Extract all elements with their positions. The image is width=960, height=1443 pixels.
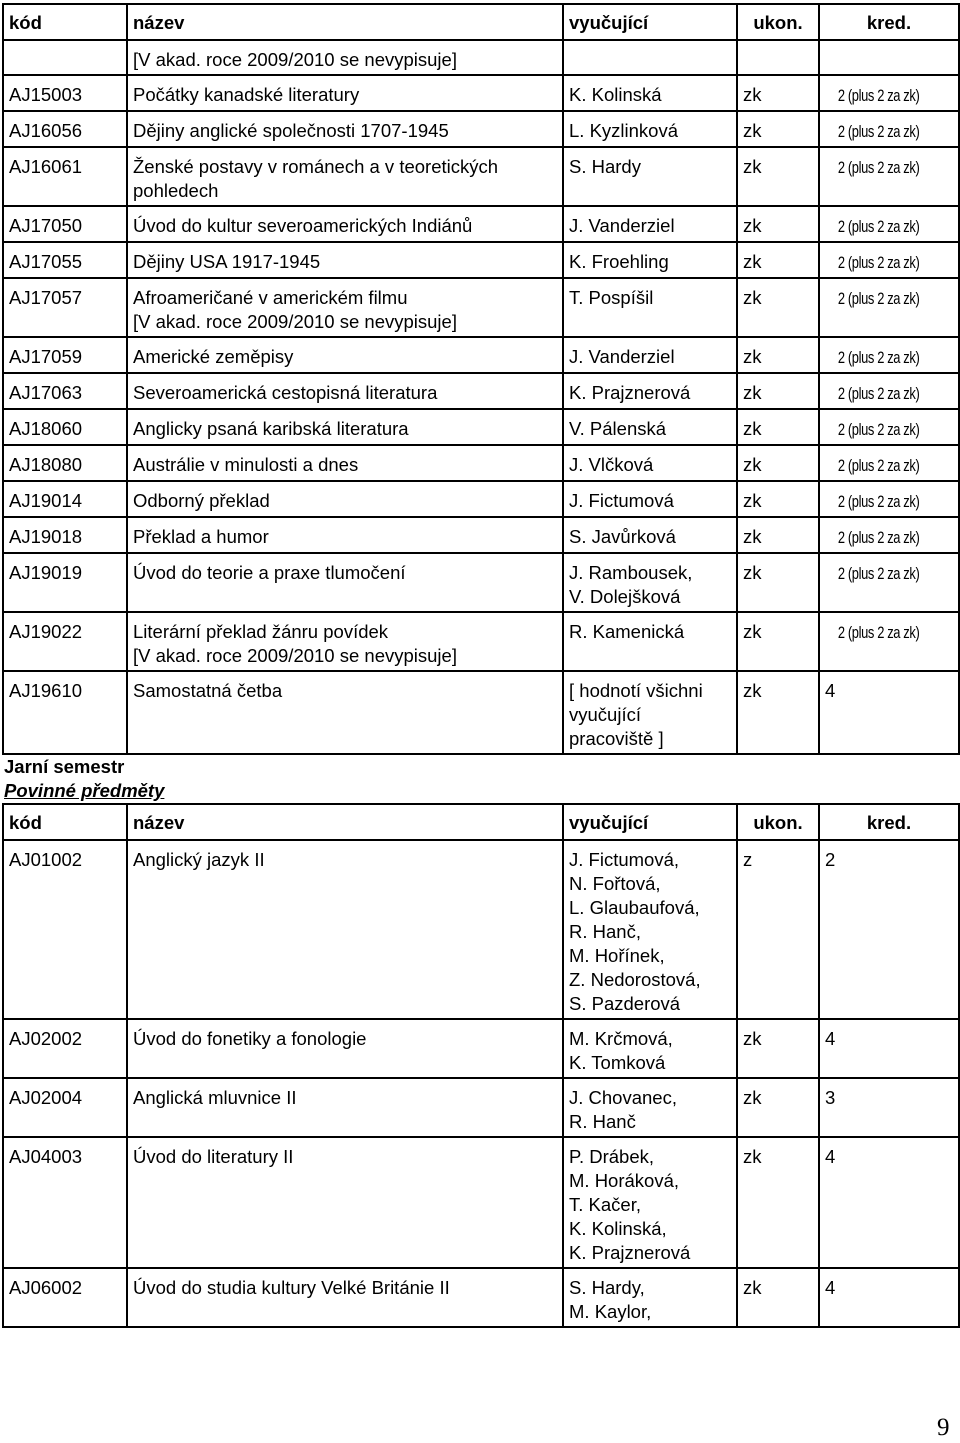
header-name: název [127,4,563,40]
course-completion: zk [737,1019,819,1078]
page-number: 9 [937,1414,950,1441]
course-name: Úvod do studia kultury Velké Británie II [127,1268,563,1327]
credits-value: 3 [825,1087,836,1108]
table-header-row [3,4,959,40]
course-credits [819,445,959,481]
table-row [3,445,959,481]
course-completion: zk [737,612,819,671]
course-completion: zk [737,481,819,517]
course-code: AJ06002 [3,1268,127,1327]
course-code: AJ19022 [3,612,127,671]
course-code: AJ02002 [3,1019,127,1078]
credits-value: 2 (plus 2 za zk) [837,384,920,403]
course-code: AJ18060 [3,409,127,445]
course-teacher [563,40,737,75]
credits-value: 2 [825,849,836,870]
credits-value: 2 (plus 2 za zk) [837,289,920,308]
course-table-spring [2,803,960,1328]
header-code: kód [3,804,127,840]
credits-value: 2 (plus 2 za zk) [837,420,920,439]
course-name: Počátky kanadské literatury [127,75,563,111]
table-body [3,840,959,1327]
course-teacher: V. Pálenská [563,409,737,445]
table-row [3,612,959,671]
course-completion: zk [737,373,819,409]
course-table-autumn [2,3,960,755]
course-code: AJ19018 [3,517,127,553]
course-code: AJ17063 [3,373,127,409]
course-credits [819,75,959,111]
course-code: AJ19019 [3,553,127,612]
course-completion: zk [737,517,819,553]
course-credits [819,553,959,612]
course-completion: zk [737,242,819,278]
course-name: Úvod do kultur severoamerických Indiánů [127,206,563,242]
course-credits [819,517,959,553]
table-row [3,671,959,754]
course-name: Afroameričané v americkém filmu [V akad. roce 2009/2010 se nevypisuje] [127,278,563,337]
course-code: AJ04003 [3,1137,127,1268]
course-teacher: K. Kolinská [563,75,737,111]
course-completion: z [737,840,819,1019]
section-subtitle: Povinné předměty [4,780,165,801]
table-row [3,409,959,445]
course-code: AJ02004 [3,1078,127,1137]
course-credits [819,1019,959,1078]
course-completion: zk [737,1137,819,1268]
course-code: AJ17055 [3,242,127,278]
course-credits [819,278,959,337]
course-credits [819,373,959,409]
course-name: Anglicky psaná karibská literatura [127,409,563,445]
course-completion: zk [737,111,819,147]
course-credits [819,612,959,671]
course-teacher: M. Krčmová, K. Tomková [563,1019,737,1078]
course-credits [819,111,959,147]
course-teacher: K. Froehling [563,242,737,278]
course-code: AJ17059 [3,337,127,373]
credits-value: 4 [825,680,836,701]
course-credits [819,40,959,75]
course-code: AJ19610 [3,671,127,754]
course-name: Literární překlad žánru povídek [V akad. roce 2009/2010 se nevypisuje] [127,612,563,671]
course-completion: zk [737,445,819,481]
table-row [3,206,959,242]
course-completion: zk [737,206,819,242]
course-teacher: [ hodnotí všichni vyučující pracoviště ] [563,671,737,754]
semester-title: Jarní semestr [4,756,125,777]
course-name: Dějiny anglické společnosti 1707-1945 [127,111,563,147]
header-teacher: vyučující [563,804,737,840]
course-code: AJ01002 [3,840,127,1019]
header-credits: kred. [819,804,959,840]
course-credits [819,206,959,242]
course-teacher: J. Vanderziel [563,206,737,242]
course-credits [819,671,959,754]
course-teacher: L. Kyzlinková [563,111,737,147]
course-credits [819,1268,959,1327]
course-completion: zk [737,75,819,111]
course-code: AJ17050 [3,206,127,242]
course-name: Úvod do teorie a praxe tlumočení [127,553,563,612]
credits-value: 2 (plus 2 za zk) [837,122,920,141]
course-teacher: J. Chovanec, R. Hanč [563,1078,737,1137]
course-code: AJ19014 [3,481,127,517]
credits-value: 4 [825,1277,836,1298]
course-code: AJ18080 [3,445,127,481]
course-name: Překlad a humor [127,517,563,553]
course-name: Americké zeměpisy [127,337,563,373]
course-credits [819,337,959,373]
table-row [3,373,959,409]
table-row [3,111,959,147]
course-completion: zk [737,1268,819,1327]
table-row [3,75,959,111]
course-completion: zk [737,337,819,373]
table-row [3,553,959,612]
table-row [3,1268,959,1327]
course-completion [737,40,819,75]
course-name: Austrálie v minulosti a dnes [127,445,563,481]
course-credits [819,840,959,1019]
course-code [3,40,127,75]
table-row [3,517,959,553]
table-row [3,40,959,75]
course-credits [819,481,959,517]
credits-value: 2 (plus 2 za zk) [837,348,920,367]
course-teacher: S. Hardy [563,147,737,206]
credits-value: 2 (plus 2 za zk) [837,253,920,272]
course-name: Úvod do literatury II [127,1137,563,1268]
course-code: AJ15003 [3,75,127,111]
credits-value: 2 (plus 2 za zk) [837,492,920,511]
header-code: kód [3,4,127,40]
course-name: Anglická mluvnice II [127,1078,563,1137]
course-name: Dějiny USA 1917-1945 [127,242,563,278]
course-teacher: J. Fictumová [563,481,737,517]
course-teacher: J. Fictumová, N. Fořtová, L. Glaubaufová, R. Hanč, M. Hořínek, Z. Nedorostová, S. Pazderová [563,840,737,1019]
course-code: AJ16061 [3,147,127,206]
header-name: název [127,804,563,840]
table-row [3,1137,959,1268]
credits-value: 2 (plus 2 za zk) [837,158,920,177]
course-name: Ženské postavy v románech a v teoretických pohledech [127,147,563,206]
credits-value: 2 (plus 2 za zk) [837,564,920,583]
course-teacher: P. Drábek, M. Horáková, T. Kačer, K. Kolinská, K. Prajznerová [563,1137,737,1268]
credits-value: 2 (plus 2 za zk) [837,528,920,547]
table-row [3,337,959,373]
credits-value: 4 [825,1028,836,1049]
course-completion: zk [737,147,819,206]
table-row [3,1019,959,1078]
course-credits [819,1137,959,1268]
course-completion: zk [737,278,819,337]
table-header-row [3,804,959,840]
table-row [3,278,959,337]
course-teacher: R. Kamenická [563,612,737,671]
credits-value: 2 (plus 2 za zk) [837,217,920,236]
course-completion: zk [737,553,819,612]
table-row [3,147,959,206]
header-completion: ukon. [737,4,819,40]
course-credits [819,409,959,445]
header-credits: kred. [819,4,959,40]
course-code: AJ17057 [3,278,127,337]
course-completion: zk [737,671,819,754]
table-row [3,481,959,517]
course-teacher: T. Pospíšil [563,278,737,337]
course-name: Severoamerická cestopisná literatura [127,373,563,409]
course-code: AJ16056 [3,111,127,147]
credits-value: 2 (plus 2 za zk) [837,86,920,105]
course-completion: zk [737,409,819,445]
course-credits [819,1078,959,1137]
table-row [3,840,959,1019]
credits-value: 4 [825,1146,836,1167]
course-name: Úvod do fonetiky a fonologie [127,1019,563,1078]
course-credits [819,242,959,278]
header-teacher: vyučující [563,4,737,40]
credits-value: 2 (plus 2 za zk) [837,456,920,475]
course-teacher: J. Rambousek, V. Dolejšková [563,553,737,612]
course-name: Anglický jazyk II [127,840,563,1019]
table-row [3,242,959,278]
course-teacher: S. Javůrková [563,517,737,553]
course-teacher: K. Prajznerová [563,373,737,409]
header-completion: ukon. [737,804,819,840]
course-name: Samostatná četba [127,671,563,754]
credits-value: 2 (plus 2 za zk) [837,623,920,642]
table-row [3,1078,959,1137]
course-teacher: S. Hardy, M. Kaylor, [563,1268,737,1327]
course-name: [V akad. roce 2009/2010 se nevypisuje] [127,40,563,75]
course-teacher: J. Vanderziel [563,337,737,373]
course-name: Odborný překlad [127,481,563,517]
table-body [3,40,959,754]
course-completion: zk [737,1078,819,1137]
course-credits [819,147,959,206]
course-teacher: J. Vlčková [563,445,737,481]
